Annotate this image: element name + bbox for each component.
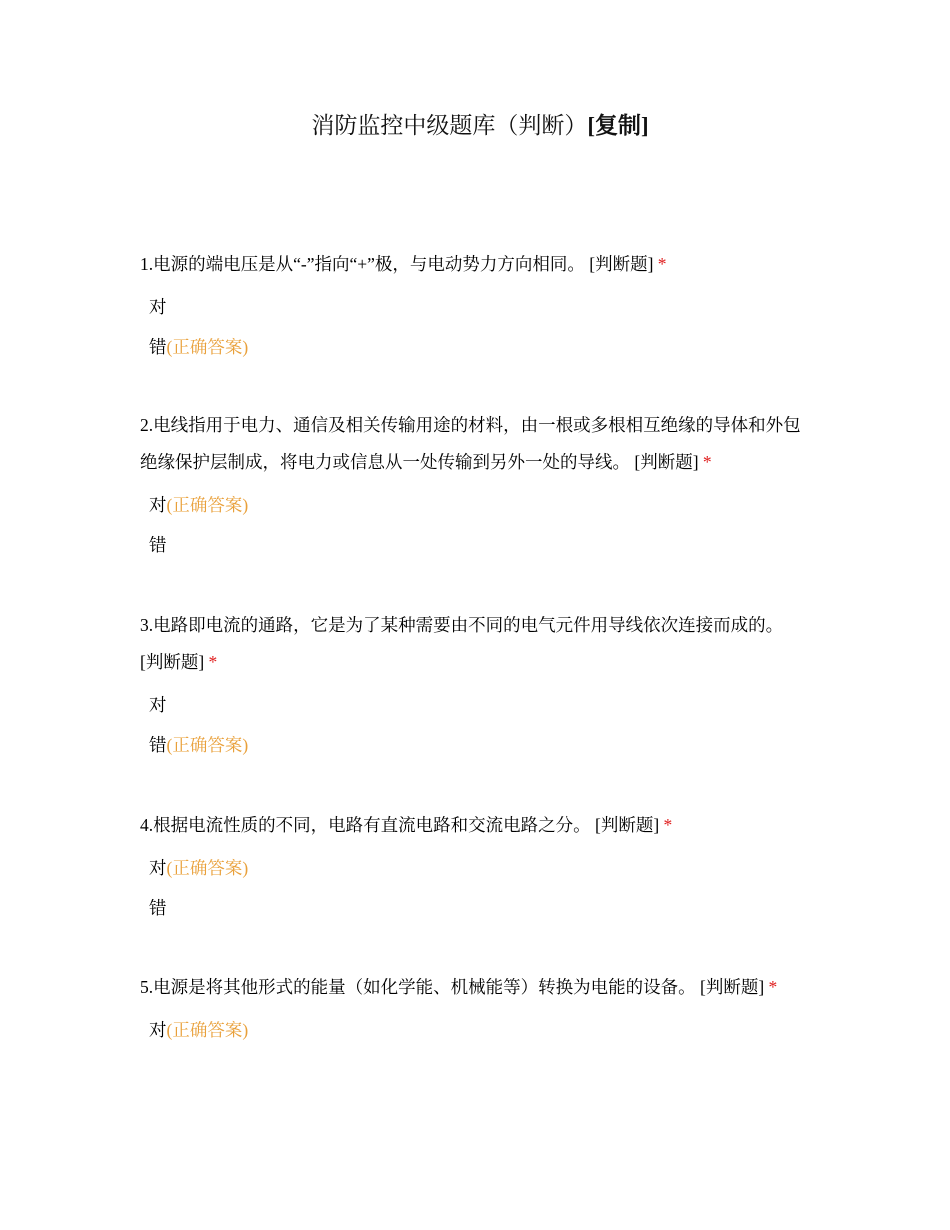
option-true <box>149 1010 810 1050</box>
option-label: 对 <box>149 1020 167 1040</box>
question-stem: 1.电源的端电压是从“-”指向“+”极，与电动势力方向相同。 <box>140 254 585 274</box>
required-mark: * <box>657 254 667 274</box>
option-false <box>149 888 810 928</box>
question-type-label: [判断题] <box>634 452 699 472</box>
question-type-label: [判断题] <box>700 977 765 997</box>
required-mark: * <box>663 815 673 835</box>
question-3 <box>140 607 810 765</box>
question-5 <box>140 969 810 1050</box>
option-list <box>140 1010 810 1050</box>
question-stem: 5.电源是将其他形式的能量（如化学能、机械能等）转换为电能的设备。 <box>140 977 696 997</box>
question-4 <box>140 807 810 928</box>
option-false <box>149 525 810 565</box>
correct-answer-tag: (正确答案) <box>166 735 249 755</box>
correct-answer-tag: (正确答案) <box>166 1020 249 1040</box>
correct-answer-tag: (正确答案) <box>166 337 249 357</box>
option-label: 对 <box>149 858 167 878</box>
option-label: 错 <box>149 337 167 357</box>
option-list <box>140 685 810 765</box>
question-type-label: [判断题] <box>589 254 654 274</box>
page-title <box>0 108 950 144</box>
question-type-label: [判断题] <box>140 652 205 672</box>
question-text <box>140 246 810 283</box>
option-false <box>149 327 810 367</box>
option-false <box>149 725 810 765</box>
option-true <box>149 685 810 725</box>
page-title-text: 消防监控中级题库（判断） <box>311 113 588 138</box>
option-true <box>149 287 810 327</box>
question-text <box>140 607 810 681</box>
question-2 <box>140 407 810 565</box>
question-1 <box>140 246 810 367</box>
option-list <box>140 485 810 565</box>
required-mark: * <box>208 652 218 672</box>
option-true <box>149 485 810 525</box>
option-list <box>140 287 810 367</box>
question-text <box>140 807 810 844</box>
option-list <box>140 848 810 928</box>
option-label: 错 <box>149 898 167 918</box>
required-mark: * <box>768 977 778 997</box>
question-stem: 4.根据电流性质的不同，电路有直流电路和交流电路之分。 <box>140 815 591 835</box>
option-label: 对 <box>149 297 167 317</box>
copy-tag: [复制] <box>587 113 649 138</box>
correct-answer-tag: (正确答案) <box>166 858 249 878</box>
question-type-label: [判断题] <box>595 815 660 835</box>
option-label: 错 <box>149 735 167 755</box>
correct-answer-tag: (正确答案) <box>166 495 249 515</box>
required-mark: * <box>702 452 712 472</box>
question-stem: 3.电路即电流的通路，它是为了某种需要由不同的电气元件用导线依次连接而成的。 <box>140 615 784 635</box>
question-text <box>140 969 810 1006</box>
option-label: 错 <box>149 535 167 555</box>
question-stem: 2.电线指用于电力、通信及相关传输用途的材料，由一根或多根相互绝缘的导体和外包绝缘保护层制成，将电力或信息从一处传输到另外一处的导线。 <box>140 415 801 472</box>
option-label: 对 <box>149 695 167 715</box>
question-text <box>140 407 810 481</box>
option-true <box>149 848 810 888</box>
option-label: 对 <box>149 495 167 515</box>
